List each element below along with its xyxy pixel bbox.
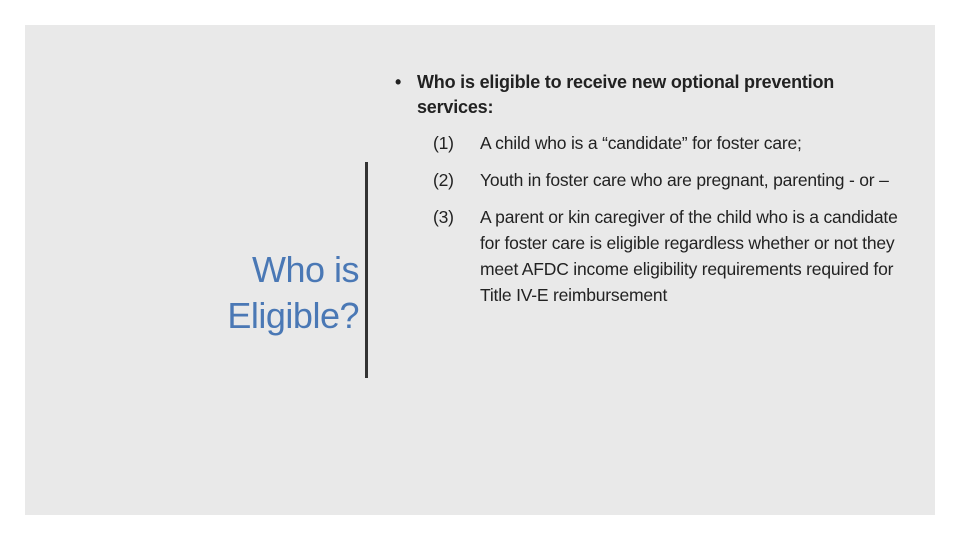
list-item-number: (2) [433, 170, 454, 190]
list-item-text: A parent or kin caregiver of the child who is a candidate for foster care is eligible regardless whether or not they meet AFDC income eligibility requirements required for Title IV-E reimbursement [480, 207, 898, 305]
content-body [395, 70, 905, 319]
slide-title-line-2: Eligible? [227, 295, 359, 336]
vertical-divider [365, 162, 368, 378]
slide-title-line-1: Who is [251, 249, 359, 290]
list-item-text: Youth in foster care who are pregnant, parenting - or – [480, 170, 889, 190]
list-item [433, 130, 905, 156]
main-bullet-text: Who is eligible to receive new optional prevention services: [417, 72, 835, 117]
list-item [433, 204, 905, 308]
list-item-number: (3) [433, 207, 454, 227]
list-item-text: A child who is a “candidate” for foster care; [480, 133, 802, 153]
main-bullet [395, 70, 905, 120]
slide-title [175, 247, 359, 339]
bullet-icon: • [395, 72, 402, 92]
list-item-number: (1) [433, 133, 454, 153]
list-item [433, 167, 905, 193]
eligibility-list [433, 130, 905, 308]
